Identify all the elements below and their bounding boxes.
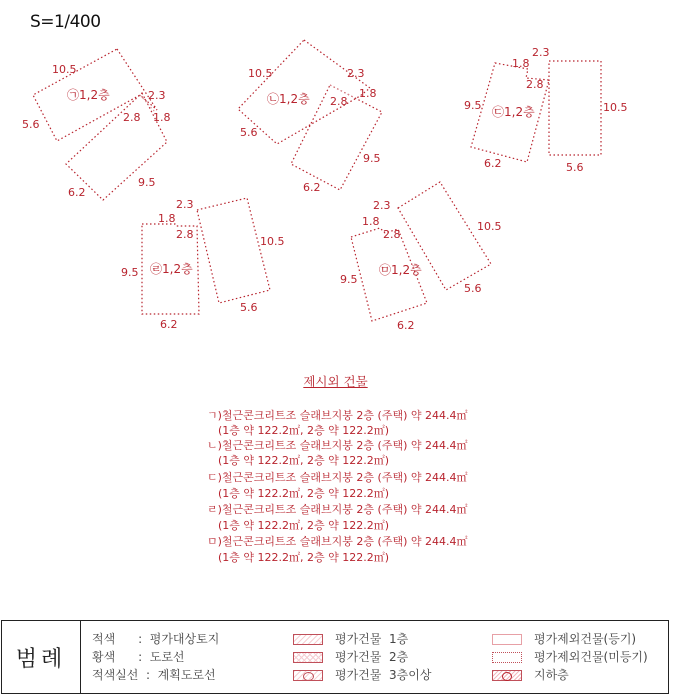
building-1-label: ㉠1,2층 xyxy=(67,88,110,102)
solid-outline-icon xyxy=(492,634,522,645)
building-2-label: ㉡1,2층 xyxy=(267,92,310,106)
dim-label: 2.3 xyxy=(176,198,194,211)
note-main: ㄹ)철근콘크리트조 슬래브지붕 2층 (주택) 약 244.4㎡ xyxy=(207,503,468,516)
legend-item xyxy=(293,666,431,684)
legend-item xyxy=(293,648,431,666)
legend-item: 황색 : 도로선 xyxy=(92,650,185,664)
hatch-single-icon xyxy=(293,634,323,645)
dim-label: 2.8 xyxy=(526,78,544,91)
dim-label: 2.8 xyxy=(176,228,194,241)
building-4 xyxy=(121,198,285,331)
dim-label: 9.5 xyxy=(138,176,156,189)
note-sub: (1층 약 122.2㎡, 2층 약 122.2㎡) xyxy=(218,454,390,467)
buildings-notes xyxy=(0,372,673,404)
legend-item-label: 평가건물 2층 xyxy=(335,650,409,664)
legend-item: 적색실선 : 계획도로선 xyxy=(92,668,216,682)
legend-item xyxy=(492,630,648,648)
dim-label: 5.6 xyxy=(240,126,258,139)
building-4-label: ㉣1,2층 xyxy=(150,262,193,276)
dim-label: 10.5 xyxy=(52,63,77,76)
dim-label: 10.5 xyxy=(477,220,502,233)
scale-label: S=1/400 xyxy=(30,12,101,32)
legend-title: 범례 xyxy=(2,621,81,693)
dim-label: 9.5 xyxy=(121,266,139,279)
building-5 xyxy=(340,182,502,332)
dim-label: 1.8 xyxy=(362,215,380,228)
dim-label: 5.6 xyxy=(240,301,258,314)
dim-label: 6.2 xyxy=(303,181,321,194)
note-main: ㅁ)철근콘크리트조 슬래브지붕 2층 (주택) 약 244.4㎡ xyxy=(207,535,468,548)
dim-label: 5.6 xyxy=(464,282,482,295)
dim-label: 1.8 xyxy=(359,87,377,100)
dim-label: 2.8 xyxy=(383,228,401,241)
legend-item xyxy=(293,630,431,648)
building-4-annex-footprint xyxy=(197,198,270,303)
dim-label: 2.8 xyxy=(330,95,348,108)
dim-label: 10.5 xyxy=(260,235,285,248)
dim-label: 2.3 xyxy=(148,89,166,102)
legend-item-label: 평가건물 1층 xyxy=(335,632,409,646)
dim-label: 1.8 xyxy=(158,212,176,225)
dim-label: 10.5 xyxy=(248,67,273,80)
dim-label: 6.2 xyxy=(397,319,415,332)
note-main: ㄴ)철근콘크리트조 슬래브지붕 2층 (주택) 약 244.4㎡ xyxy=(207,439,468,452)
dim-label: 9.5 xyxy=(363,152,381,165)
dim-label: 2.3 xyxy=(347,67,365,80)
dim-label: 5.6 xyxy=(566,161,584,174)
note-sub: (1층 약 122.2㎡, 2층 약 122.2㎡) xyxy=(218,519,390,532)
legend-color-key xyxy=(92,630,219,684)
notes-title: 제시외 건물 xyxy=(303,374,368,389)
building-1 xyxy=(22,49,171,200)
dim-label: 6.2 xyxy=(160,318,178,331)
note-main: ㄷ)철근콘크리트조 슬래브지붕 2층 (주택) 약 244.4㎡ xyxy=(207,471,468,484)
hatch-circle-icon xyxy=(293,670,323,681)
dim-label: 6.2 xyxy=(484,157,502,170)
dim-label: 9.5 xyxy=(464,99,482,112)
legend-item-label: 평가제외건물(등기) xyxy=(534,632,637,646)
basement-hatch-icon xyxy=(492,670,522,681)
dim-label: 2.3 xyxy=(373,199,391,212)
dim-label: 9.5 xyxy=(340,273,358,286)
legend-item xyxy=(492,666,648,684)
building-5-label: ㉤1,2층 xyxy=(379,263,422,277)
building-3-label: ㉢1,2층 xyxy=(492,105,535,119)
building-3 xyxy=(464,46,628,174)
legend-eval-buildings xyxy=(293,630,431,684)
legend-item xyxy=(492,648,648,666)
legend-item-label: 평가건물 3층이상 xyxy=(335,668,432,682)
dim-label: 5.6 xyxy=(22,118,40,131)
legend-item: 적색 : 평가대상토지 xyxy=(92,632,220,646)
note-sub: (1층 약 122.2㎡, 2층 약 122.2㎡) xyxy=(218,551,390,564)
dim-label: 2.8 xyxy=(123,111,141,124)
legend-item-label: 평가제외건물(미등기) xyxy=(534,650,648,664)
building-2 xyxy=(238,40,382,194)
note-main: ㄱ)철근콘크리트조 슬래브지붕 2층 (주택) 약 244.4㎡ xyxy=(207,409,468,422)
dim-label: 1.8 xyxy=(153,111,171,124)
note-sub: (1층 약 122.2㎡, 2층 약 122.2㎡) xyxy=(218,487,390,500)
dim-label: 6.2 xyxy=(68,186,86,199)
note-sub: (1층 약 122.2㎡, 2층 약 122.2㎡) xyxy=(218,424,390,437)
legend-box xyxy=(1,620,669,694)
hatch-cross-icon xyxy=(293,652,323,663)
dim-label: 2.3 xyxy=(532,46,550,59)
legend-item-label: 지하층 xyxy=(534,668,569,682)
dim-label: 10.5 xyxy=(603,101,628,114)
dotted-outline-icon xyxy=(492,652,522,663)
dim-label: 1.8 xyxy=(512,57,530,70)
building-3-main-footprint xyxy=(549,61,601,155)
legend-excluded-buildings xyxy=(492,630,648,684)
